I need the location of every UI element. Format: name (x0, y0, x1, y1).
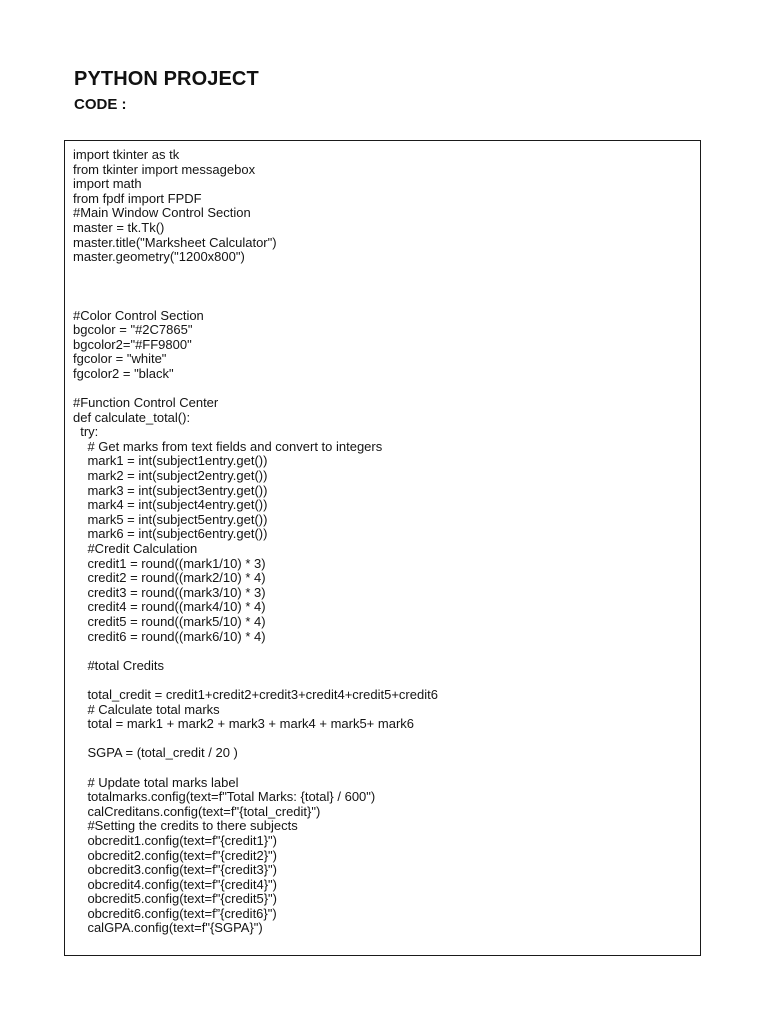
code-line: mark4 = int(subject4entry.get()) (73, 497, 268, 513)
code-line: bgcolor2="#FF9800" (73, 336, 192, 352)
code-line (73, 382, 438, 397)
code-line: credit4 = round((mark4/10) * 4) (73, 599, 266, 615)
code-line: #Credit Calculation (73, 541, 198, 557)
code-line (73, 265, 438, 280)
code-line: mark1 = int(subject1entry.get()) (73, 453, 268, 469)
code-line: SGPA = (total_credit / 20 ) (73, 745, 238, 761)
code-line: #Color Control Section (73, 307, 204, 323)
code-line (73, 279, 438, 294)
code-line: #Setting the credits to there subjects (73, 818, 298, 834)
code-line: #Main Window Control Section (73, 205, 251, 221)
code-line: total = mark1 + mark2 + mark3 + mark4 + mark5+ mark6 (73, 716, 415, 732)
code-line: master = tk.Tk() (73, 219, 165, 235)
code-line: total_credit = credit1+credit2+credit3+credit4+credit5+credit6 (73, 686, 438, 702)
code-line: calCreditans.config(text=f"{total_credit}") (73, 803, 321, 819)
code-line: calGPA.config(text=f"{SGPA}") (73, 920, 263, 936)
code-line: from tkinter import messagebox (73, 161, 256, 177)
code-line: credit5 = round((mark5/10) * 4) (73, 614, 266, 629)
code-line: mark5 = int(subject5entry.get()) (73, 511, 268, 527)
code-line: fgcolor = "white" (73, 351, 167, 367)
code-line: #Function Control Center (73, 395, 219, 411)
code-line: obcredit2.config(text=f"{credit2}") (73, 847, 277, 863)
code-line: master.title("Marksheet Calculator") (73, 234, 277, 250)
code-line: credit6 = round((mark6/10) * 4) (73, 628, 266, 644)
code-line: bgcolor = "#2C7865" (73, 322, 193, 338)
code-line: mark6 = int(subject6entry.get()) (73, 526, 268, 542)
code-line: import tkinter as tk (73, 147, 180, 162)
code-line (73, 673, 438, 688)
code-line: # Update total marks label (73, 774, 239, 790)
code-line: mark2 = int(subject2entry.get()) (73, 468, 268, 484)
code-line: #total Credits (73, 657, 165, 673)
code-line: import math (73, 176, 142, 192)
code-line: credit1 = round((mark1/10) * 3) (73, 555, 266, 571)
code-line: totalmarks.config(text=f"Total Marks: {total} / 600") (73, 789, 376, 805)
code-line: mark3 = int(subject3entry.get()) (73, 482, 268, 498)
code-line: credit2 = round((mark2/10) * 4) (73, 570, 266, 586)
code-line (73, 761, 438, 776)
code-line: obcredit1.config(text=f"{credit1}") (73, 832, 277, 848)
code-line: obcredit6.config(text=f”{credit6}") (73, 905, 277, 921)
code-line: # Calculate total marks (73, 701, 220, 717)
code-line: def calculate_total(): (73, 409, 191, 425)
code-line (73, 644, 438, 659)
code-line: obcredit5.config(text=f"{credit5}") (73, 891, 277, 907)
code-line: obcredit4.config(text=f"{credit4}") (73, 876, 277, 892)
code-line: credit3 = round((mark3/10) * 3) (73, 584, 266, 600)
code-lines (73, 148, 438, 936)
section-subtitle: CODE : (74, 96, 127, 113)
code-line: obcredit3.config(text=f"{credit3}") (73, 862, 277, 878)
code-line: # Get marks from text fields and convert to integers (73, 438, 383, 454)
page-title: PYTHON PROJECT (74, 68, 259, 90)
code-line: try: (73, 424, 99, 440)
code-block (64, 140, 701, 956)
code-line: master.geometry("1200x800") (73, 249, 245, 265)
code-line (73, 732, 438, 747)
code-line (73, 294, 438, 309)
code-line: fgcolor2 = "black" (73, 365, 174, 381)
code-line: from fpdf import FPDF (73, 190, 202, 206)
